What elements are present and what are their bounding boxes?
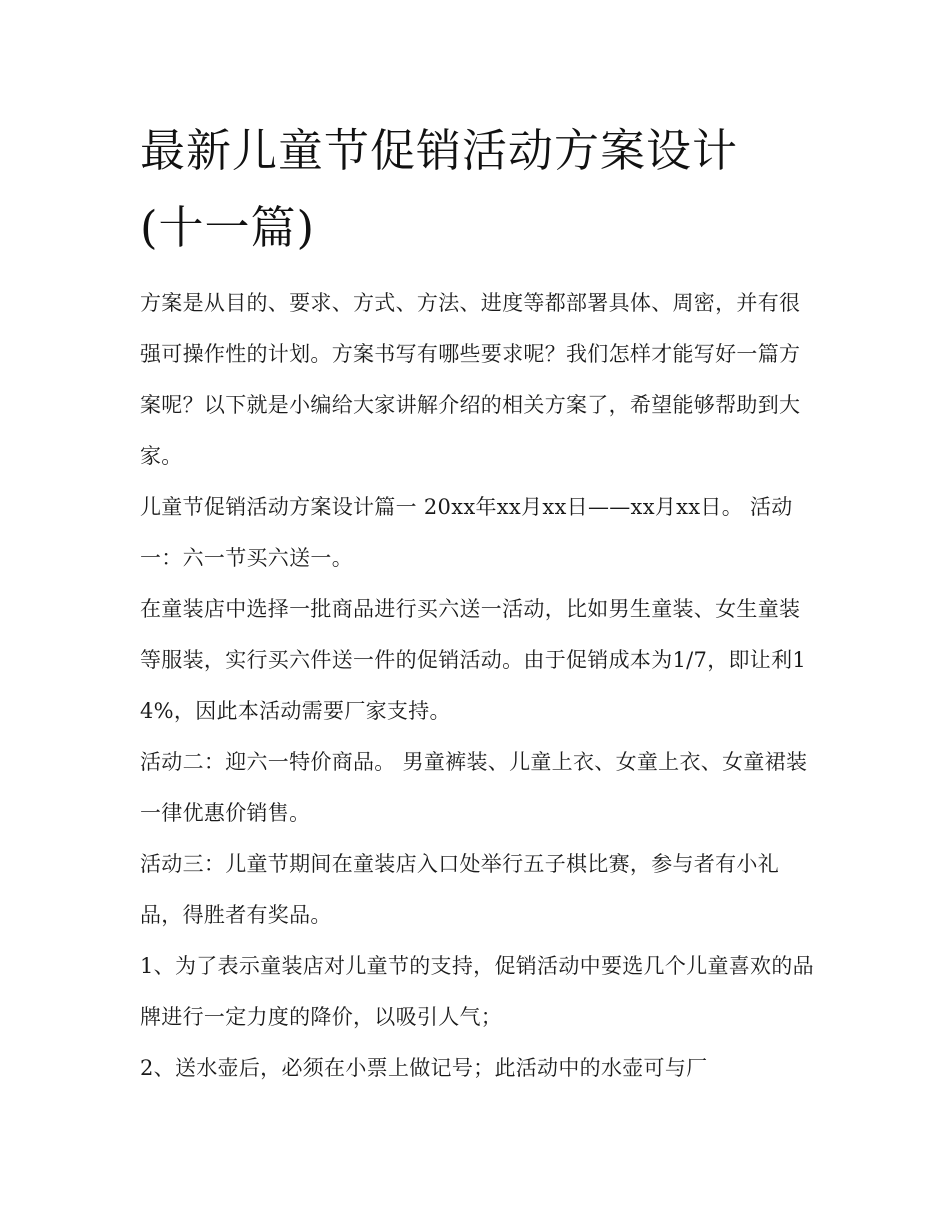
- title-line-1: 最新儿童节促销活动方案设计: [140, 124, 739, 177]
- document-page: [140, 112, 820, 1094]
- section-one-heading-paragraph: 儿童节促销活动方案设计篇一 20xx年xx月xx日——xx月xx日。 活动一：六一节买六送一。: [140, 495, 793, 570]
- document-body: [140, 278, 820, 1094]
- intro-paragraph: 方案是从目的、要求、方式、方法、进度等都部署具体、周密，并有很强可操作性的计划。方案书写有哪些要求呢？我们怎样才能写好一篇方案呢？以下就是小编给大家讲解介绍的相关方案了，希望能够帮助到大家。: [140, 291, 801, 468]
- activity-three-paragraph: 活动三：儿童节期间在童装店入口处举行五子棋比赛，参与者有小礼品，得胜者有奖品。: [140, 852, 779, 927]
- list-item-1: 1、为了表示童装店对儿童节的支持，促销活动中要选几个儿童喜欢的品牌进行一定力度的降价，以吸引人气；: [140, 954, 814, 1029]
- document-title: [140, 112, 820, 266]
- list-item-2: 2、送水壶后，必须在小票上做记号；此活动中的水壶可与厂: [140, 1056, 708, 1080]
- title-line-2: (十一篇): [140, 201, 316, 254]
- activity-one-paragraph: 在童装店中选择一批商品进行买六送一活动，比如男生童装、女生童装等服装，实行买六件送一件的促销活动。由于促销成本为1/7，即让利14%，因此本活动需要厂家支持。: [140, 597, 807, 723]
- activity-two-paragraph: 活动二：迎六一特价商品。 男童裤装、儿童上衣、女童上衣、女童裙装一律优惠价销售。: [140, 750, 808, 825]
